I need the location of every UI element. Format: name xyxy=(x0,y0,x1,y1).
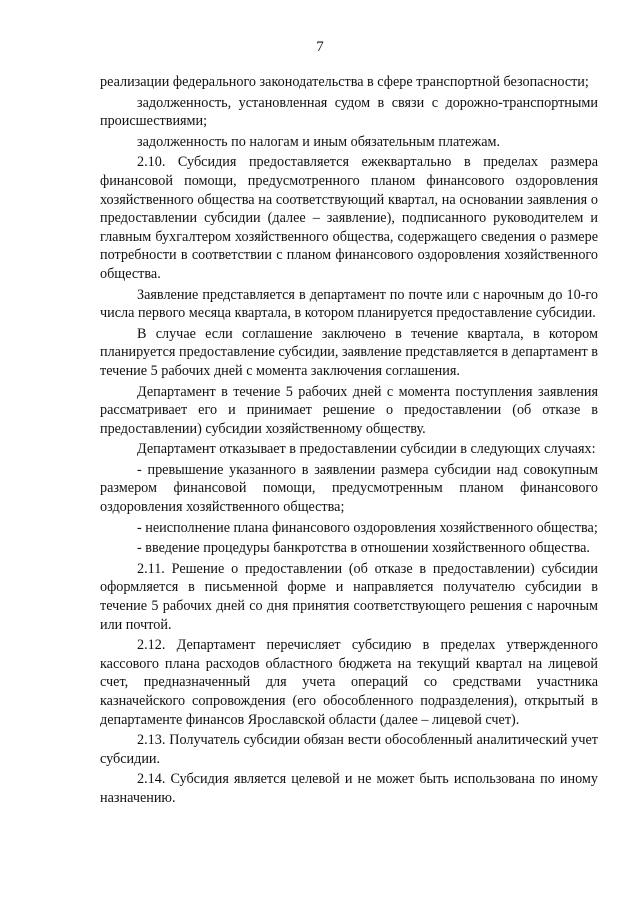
paragraph: задолженность, установленная судом в связи с дорожно-транспортными происшествиями; xyxy=(100,94,598,130)
paragraph: В случае если соглашение заключено в течение квартала, в котором планируется предоставление субсидии, заявление представляется в департамент в течение 5 рабочих дней с момента заключения соглашения. xyxy=(100,325,599,379)
paragraph: задолженность по налогам и иным обязательным платежам. xyxy=(137,133,501,150)
paragraph: 2.12. Департамент перечисляет субсидию в пределах утвержденного кассового плана расходов областного бюджета на текущий квартал на лицевой счет, предназначенный для учета операций со средствами участника казначейского сопровождения (его обособленного подразделения), открытый в департаменте финансов Ярославской области (далее – лицевой счет). xyxy=(100,637,598,728)
paragraph: реализации федерального законодательства в сфере транспортной безопасности; xyxy=(100,74,589,90)
list-item: - превышение указанного в заявлении размера субсидии над совокупным размером финансовой помощи, предусмотренным планом финансового оздоровления хозяйственного общества; xyxy=(100,461,598,516)
page-number: 7 xyxy=(316,39,324,55)
paragraph: 2.10. Субсидия предоставляется ежеквартально в пределах размера финансовой помощи, предусмотренного планом финансового оздоровления хозяйственного общества на соответствующий квартал, на основании заявления о предоставлении субсидии (далее – заявление), подписанного руководителем и главным бухгалтером хозяйственного общества, содержащего сведения о размере потребности в соответствии с планом финансового оздоровления хозяйственного общества. xyxy=(100,154,598,282)
document-body xyxy=(100,73,598,810)
list-item: - введение процедуры банкротства в отношении хозяйственного общества. xyxy=(137,540,590,557)
list-item: - неисполнение плана финансового оздоровления хозяйственного общества; xyxy=(137,519,598,536)
paragraph: 2.13. Получатель субсидии обязан вести обособленный аналитический учет субсидии. xyxy=(100,732,598,767)
paragraph: Заявление представляется в департамент по почте или с нарочным до 10-го числа первого месяца квартала, в котором планируется предоставление субсидии. xyxy=(100,286,598,322)
paragraph: Департамент отказывает в предоставлении субсидии в следующих случаях: xyxy=(137,441,596,458)
paragraph: 2.14. Субсидия является целевой и не может быть использована по иному назначению. xyxy=(100,771,598,806)
paragraph: Департамент в течение 5 рабочих дней с момента поступления заявления рассматривает его и принимает решение о предоставлении (об отказе в предоставлении) субсидии хозяйственному обществу. xyxy=(100,383,598,437)
paragraph: 2.11. Решение о предоставлении (об отказе в предоставлении) субсидии оформляется в письменной форме и направляется получателю субсидии в течение 5 рабочих дней со дня принятия соответствующего решения с нарочным или почтой. xyxy=(100,560,598,633)
